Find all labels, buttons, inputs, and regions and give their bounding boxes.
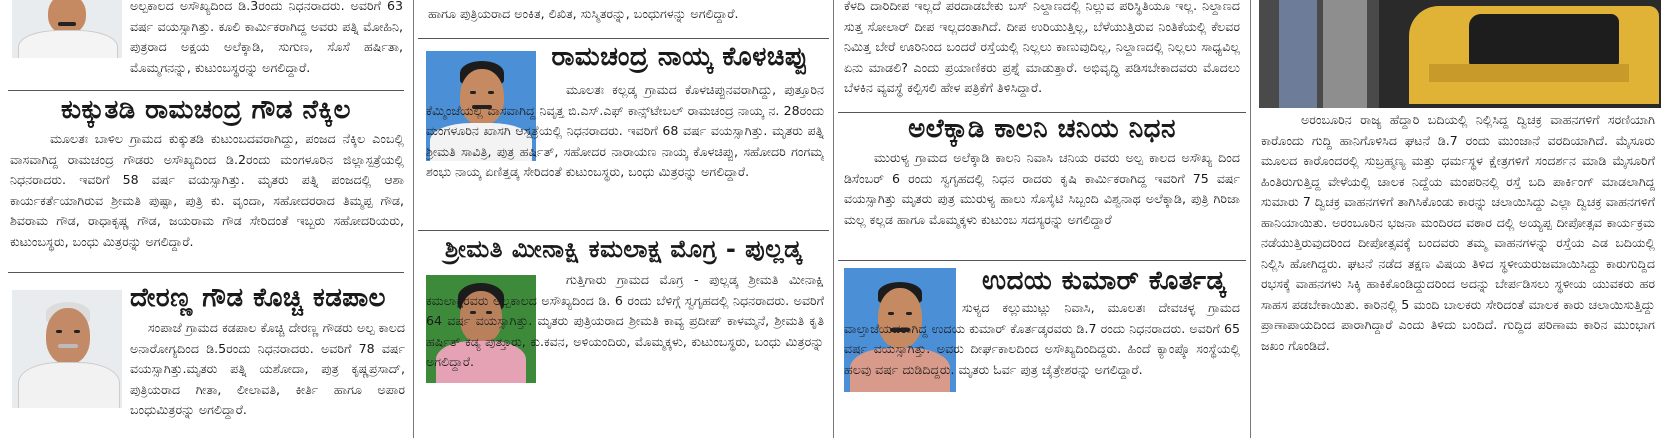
obituary-heading: ಅಲೆಕ್ಕಾಡಿ ಕಾಲನಿ ಚನಿಯ ನಿಧನ (908, 114, 1176, 144)
obituary-heading: ರಾಮಚಂದ್ರ ನಾಯ್ಕ ಕೊಳಚಿಪ್ಪು (551, 42, 809, 72)
column-1 (0, 0, 413, 438)
obituary-text: ಅಲ್ಪಕಾಲದ ಅಸೌಖ್ಯದಿಂದ ಡಿ.3ರಂದು ನಿಧನರಾದರು. ಅವರಿಗೆ 63 ವರ್ಷ ವಯಸ್ಸಾಗಿತ್ತು. ಕೂಲಿ ಕಾರ್ಮಿಕರಾಗಿದ್ದ ಅವರು ಪತ್ನಿ ಮೋಹಿನಿ, ಪುತ್ರರಾದ ಅಕ್ಷಯ ಅಲೆಕ್ಕಾಡಿ, ಸುಗುಣ, ಸೊಸೆ ಹರ್ಷಿತಾ, ಮೊಮ್ಮಗನನ್ನು, ಕುಟುಂಬಸ್ಥರನ್ನು ಅಗಲಿದ್ದಾರೆ. (130, 0, 403, 75)
column-2 (414, 0, 833, 438)
obituary-text: ಮುರುಳ್ಯ ಗ್ರಾಮದ ಅಲೆಕ್ಕಾಡಿ ಕಾಲನಿ ನಿವಾಸಿ ಚನಿಯ ರವರು ಅಲ್ಪ ಕಾಲದ ಅಸೌಖ್ಯ ದಿಂದ ಡಿಸೆಂಬರ್ 6 ರಂದು ಸ್ವಗೃಹದಲ್ಲಿ ನಿಧನ ರಾದರು ಕೃಷಿ ಕಾರ್ಮಿಕರಾಗಿದ್ದ ಇವರಿಗೆ 75 ವರ್ಷ ವಯಸ್ಸಾಗಿತ್ತು ಮೃತರು ಪುತ್ರ ಮುರುಳ್ಯ ಹಾಲು ಸೊಸೈಟಿ ಸಿಬ್ಬಂದಿ ವಿಶ್ವನಾಥ ಅಲೆಕ್ಕಾಡಿ, ಪುತ್ರಿ ಗಿರಿಜಾ ಮಲ್ಲ ಕಲ್ಲಡ ಹಾಗೂ ಮೊಮ್ಮಕ್ಕಳು ಕುಟುಂಬ ಸದಸ್ಯರನ್ನು ಅಗಲಿದ್ದಾರೆ (844, 150, 1240, 227)
obituary-heading: ಕುಕ್ಕುತಡಿ ರಾಮಚಂದ್ರ ಗೌಡ ನೆಕ್ಕಿಲ (61, 95, 351, 125)
obituary-text: ಹಾಗೂ ಪುತ್ರಿಯರಾದ ಅಂಕಿತ, ಲಿಖಿತ, ಸುಸ್ಮಿತರನ್ನು, ಬಂಧುಗಳನ್ನು ಅಗಲಿದ್ದಾರೆ. (428, 6, 739, 21)
section-rule (418, 38, 829, 39)
column-4 (1251, 0, 1661, 438)
column-3 (834, 0, 1250, 438)
article-text: ಕೆಳದಿ ದಾರಿದೀಪ ಇಲ್ಲದೆ ಪರದಾಡಬೇಕು ಬಸ್ ನಿಲ್ದಾಣದಲ್ಲಿ ನಿಲ್ಲುವ ಪರಿಸ್ಥಿತಿಯೂ ಇಲ್ಲ. ನಿಲ್ದಾಣದ ಸುತ್ತ ಸೋಲಾರ್ ದೀಪ ಇಲ್ಲದಂತಾಗಿದೆ. ದೀಪ ಉರಿಯುತ್ತಿಲ್ಲ, ಬೆಳೆಯುತ್ತಿರುವ ನಿಂತಿಕೆಯಲ್ಲಿ ಕೆಲವರ ನಿಮಿತ್ತ ಬೇರೆ ಊರಿನಿಂದ ಬಂದರೆ ರಸ್ತೆಯಲ್ಲಿ ನಿಲ್ಲಲು ಕಾಣುವುದಿಲ್ಲ, ನಿಲ್ದಾಣದಲ್ಲಿ ನಿಲ್ಲಲು ಸಾಧ್ಯವಿಲ್ಲ ಏನು ಮಾಡಲಿ? ಎಂದು ಪ್ರಯಾಣಿಕರು ಪ್ರಶ್ನೆ ಮಾಡುತ್ತಾರೆ. ಅಭಿವೃದ್ಧಿ ಪಡಿಸಬೇಕಾದವರು ಮೊದಲು ಬೆಳಕಿನ ವ್ಯವಸ್ಥೆ ಕಲ್ಪಿಸಲಿ ಹೇಳ ಪತ್ರಿಕೆಗೆ ತಿಳಿಸಿದ್ದಾರೆ. (844, 0, 1240, 95)
obituary-text: ಗುತ್ತಿಗಾರು ಗ್ರಾಮದ ಮೊಗ್ರ - ಪುಲ್ಲಡ್ಕ ಶ್ರೀಮತಿ ಮೀನಾಕ್ಷಿ ಕಮಲಾಕ್ಷರವರು ಅಲ್ಪಕಾಲದ ಅಸೌಖ್ಯದಿಂದ ಡಿ. 6 ರಂದು ಬೆಳಿಗ್ಗೆ ಸ್ವಗೃಹದಲ್ಲಿ ನಿಧನರಾದರು. ಅವರಿಗೆ 64 ವರ್ಷ ವಯಸ್ಸಾಗಿತ್ತು. ಮೃತರು ಪುತ್ರಿಯರಾದ ಶ್ರೀಮತಿ ಕಾವ್ಯ ಪ್ರದೀಪ್ ಕಾಳಮ್ಮನೆ, ಶ್ರೀಮತಿ ಕೃತಿ ಹರ್ಷಿತ್ ಕಡ್ಯ ಪುತ್ತೂರು, ಕು.ಕವನ, ಅಳಿಯಂದಿರು, ಮೊಮ್ಮಕ್ಕಳು, ಕುಟುಂಬಸ್ಥರು, ಬಂಧು ಮಿತ್ರರನ್ನು ಅಗಲಿದ್ದಾರೆ. (426, 272, 824, 369)
obituary-heading: ಶ್ರೀಮತಿ ಮೀನಾಕ್ಷಿ ಕಮಲಾಕ್ಷ ಮೊಗ್ರ - ಪುಲ್ಲಡ್ಕ (444, 235, 803, 263)
obituary-text: ಸುಳ್ಯದ ಕಲ್ಲುಮುಟ್ಲು ನಿವಾಸಿ, ಮೂಲತಃ ದೇವಚಳ್ಳ ಗ್ರಾಮದ ವಾಲ್ತಾಜೆಯವರಾಗಿದ್ದ ಉದಯ ಕುಮಾರ್ ಕೊರ್ತಡ್ಕರವರು ಡಿ.7 ರಂದು ನಿಧನರಾದರು. ಅವರಿಗೆ 65 ವರ್ಷ ವಯಸ್ಸಾಗಿತ್ತು. ಅವರು ದೀರ್ಘಕಾಲದಿಂದ ಅಸೌಖ್ಯದಿಂದಿದ್ದರು. ಹಿಂದೆ ಕ್ಯಾಂಪ್ಕೊ ಸಂಸ್ಥೆಯಲ್ಲಿ ಹಲವು ವರ್ಷ ದುಡಿದಿದ್ದರು. ಮೃತರು ಓರ್ವ ಪುತ್ರ ಚೈತ್ರೇಶರನ್ನು ಅಗಲಿದ್ದಾರೆ. (844, 300, 1240, 377)
obituary-heading: ಉದಯ ಕುಮಾರ್ ಕೊರ್ತಡ್ಕ (982, 266, 1226, 296)
section-rule (8, 272, 404, 273)
section-rule (838, 260, 1246, 261)
obituary-text: ಸಂಪಾಜೆ ಗ್ರಾಮದ ಕಡಪಾಲ ಕೊಚ್ಚಿ ದೇರಣ್ಣ ಗೌಡರು ಅಲ್ಪ ಕಾಲದ ಅನಾರೋಗ್ಯದಿಂದ ಡಿ.5ರಂದು ನಿಧನರಾದರು. ಅವರಿಗೆ 78 ವರ್ಷ ವಯಸ್ಸಾಗಿತ್ತು.ಮೃತರು ಪತ್ನಿ ಯಶೋದಾ, ಪುತ್ರ ಕೃಷ್ಣಪ್ರಸಾದ್, ಪುತ್ರಿಯರಾದ ಗೀತಾ, ಲೀಲಾವತಿ, ಕೀರ್ತಿ ಹಾಗೂ ಅಪಾರ ಬಂಧುಮಿತ್ರರನ್ನು ಅಗಲಿದ್ದಾರೆ. (130, 320, 405, 417)
accident-photo (1259, 0, 1661, 108)
obituary-heading: ದೇರಣ್ಣ ಗೌಡ ಕೊಚ್ಚಿ ಕಡಪಾಲ (130, 283, 386, 313)
obituary-photo (12, 0, 122, 58)
section-rule (418, 230, 829, 231)
section-rule (838, 112, 1246, 113)
obituary-photo (12, 290, 122, 408)
news-text: ಅರಂಬೂರಿನ ರಾಜ್ಯ ಹೆದ್ದಾರಿ ಬದಿಯಲ್ಲಿ ನಿಲ್ಲಿಸಿದ್ದ ದ್ವಿಚಕ್ರ ವಾಹನಗಳಿಗೆ ಸರಣಿಯಾಗಿ ಕಾರೊಂದು ಗುದ್ದಿ ಹಾನಿಗೊಳಿಸಿದ ಘಟನೆ ಡಿ.7 ರಂದು ಮುಂಜಾನೆ ವರದಿಯಾಗಿದೆ. ಮೈಸೂರು ಮೂಲದ ಕಾರೊಂದರಲ್ಲಿ ಸುಬ್ರಹ್ಮಣ್ಯ ಮತ್ತು ಧರ್ಮಸ್ಥಳ ಕ್ಷೇತ್ರಗಳಿಗೆ ಸಂದರ್ಶನ ಮಾಡಿ ಮೈಸೂರಿಗೆ ಹಿಂತಿರುಗುತ್ತಿದ್ದ ವೇಳೆಯಲ್ಲಿ ಚಾಲಕ ನಿದ್ದೆಯ ಮಂಪರಿನಲ್ಲಿ ರಸ್ತೆ ಬದಿ ಪಾರ್ಕಿಂಗ್ ಮಾಡಲಾಗಿದ್ದ ಸುಮಾರು 7 ದ್ವಿಚಕ್ರ ವಾಹನಗಳಿಗೆ ತಾಗಿಸಿಕೊಂಡು ಕಾರನ್ನು ಚಲಾಯಿಸಿದ್ದು ಎಲ್ಲಾ ದ್ವಿಚಕ್ರ ವಾಹನಗಳಿಗೆ ಹಾನಿಯಾಯಿತು. ಅರಂಬೂರಿನ ಭಜನಾ ಮಂದಿರದ ವಠಾರ ದಲ್ಲಿ ಅಯ್ಯಪ್ಪ ದೀಪೋತ್ಸವ ಕಾರ್ಯಕ್ರಮ ನಡೆಯುತ್ತಿರುವುದರಿಂದ ದೀಪೋತ್ಸವಕ್ಕೆ ಬಂದವರು ತಮ್ಮ ವಾಹನಗಳನ್ನು ರಸ್ತೆಯ ಎಡ ಬದಿಯಲ್ಲಿ ನಿಲ್ಲಿಸಿ ಹೋಗಿದ್ದರು. ಘಟನೆ ನಡೆದ ತಕ್ಷಣ ವಿಷಯ ತಿಳಿದ ಸ್ಥಳೀಯರುಜಮಾಯಿಸಿದ್ದು ಕಾರುಗುದ್ದಿದ ರಭಸಕ್ಕೆ ವಾಹನಗಳು ಸಿಕ್ಕಿ ಹಾಕಿಕೊಂಡಿದ್ದುದರಿಂದ ಅದನ್ನು ಬೇರ್ಪಡಿಸಲು ಸ್ಥಳೀಯ ಯುವಕರು ಹರ ಸಾಹಸ ಪಡಬೇಕಾಯಿತು. ಕಾರಿನಲ್ಲಿ 5 ಮಂದಿ ಬಾಲಕರು ಸೇರಿದಂತೆ ಮಾಲಕ ಕಾರು ಚಲಾಯಿಸುತ್ತಿದ್ದು ಪ್ರಾಣಾಪಾಯದಿಂದ ಪಾರಾಗಿದ್ದಾರೆ ಎಂದು ತಿಳಿದು ಬಂದಿದೆ. ಗುದ್ದಿದ ಪರಿಣಾಮ ಕಾರಿನ ಮುಂಭಾಗ ಜಖಂ ಗೊಂಡಿದೆ. (1261, 112, 1655, 353)
section-rule (8, 90, 404, 91)
obituary-text: ಮೂಲತಃ ಕಲ್ಲಡ್ಕ ಗ್ರಾಮದ ಕೊಳಚಿಪ್ಪುನವರಾಗಿದ್ದು, ಪುತ್ತೂರಿನ ಕೆಮ್ಮಿಂಜೆಯಲ್ಲಿ ವಾಸವಾಗಿದ್ದ ನಿವೃತ್ತ ಬಿ.ಎಸ್.ಎಫ್ ಕಾನ್ಸ್‌ಟೇಬಲ್ ರಾಮಚಂದ್ರ ನಾಯ್ಕ ನ. 28ರಂದು ಮಂಗಳೂರಿನ ಖಾಸಗಿ ಆಸ್ಪತ್ರೆಯಲ್ಲಿ ನಿಧನರಾದರು. ಇವರಿಗೆ 68 ವರ್ಷ ವಯಸ್ಸಾಗಿತ್ತು. ಮೃತರು ಪತ್ನಿ ಶ್ರೀಮತಿ ಸಾವಿತ್ರಿ, ಪುತ್ರ ಹರ್ಷಿತ್, ಸಹೋದರ ನಾರಾಯಣ ನಾಯ್ಕ ಕೊಳಚಿಪ್ಪು, ಸಹೋದರಿ ಗಂಗಮ್ಮ ಶಂಭು ನಾಯ್ಕ ಏಣಿತ್ತಡ್ಕ ಸೇರಿದಂತೆ ಕುಟುಂಬಸ್ಥರು, ಬಂಧು ಮಿತ್ರರನ್ನು ಅಗಲಿದ್ದಾರೆ. (426, 82, 824, 179)
obituary-text: ಮೂಲತಃ ಬಾಳಿಲ ಗ್ರಾಮದ ಕುಕ್ಕುತಡಿ ಕುಟುಂಬದವರಾಗಿದ್ದು, ಪಂಜದ ನೆಕ್ಕಿಲ ಎಂಬಲ್ಲಿ ವಾಸವಾಗಿದ್ದ ರಾಮಚಂದ್ರ ಗೌಡರು ಅಸೌಖ್ಯದಿಂದ ಡಿ.2ರಂದು ಮಂಗಳೂರಿನ ಜಿಲ್ಲಾಸ್ಪತ್ರೆಯಲ್ಲಿ ನಿಧನರಾದರು. ಇವರಿಗೆ 58 ವರ್ಷ ವಯಸ್ಸಾಗಿತ್ತು. ಮೃತರು ಪತ್ನಿ ಪಂಜದಲ್ಲಿ ಆಶಾ ಕಾರ್ಯಕರ್ತೆಯಾಗಿರುವ ಶ್ರೀಮತಿ ಪುಷ್ಪಾ, ಪುತ್ರಿ ಕು. ವೃಂದಾ, ಸಹೋದರರಾದ ತಿಮ್ಮಪ್ಪ ಗೌಡ, ಶಿವರಾಮ ಗೌಡ, ರಾಧಾಕೃಷ್ಣ ಗೌಡ, ಜಯರಾಮ ಗೌಡ ಸೇರಿದಂತೆ ಇಬ್ಬರು ಸಹೋದರಿಯರು, ಕುಟುಂಬಸ್ಥರು, ಬಂಧು ಮಿತ್ರರನ್ನು ಅಗಲಿದ್ದಾರೆ. (10, 131, 404, 249)
